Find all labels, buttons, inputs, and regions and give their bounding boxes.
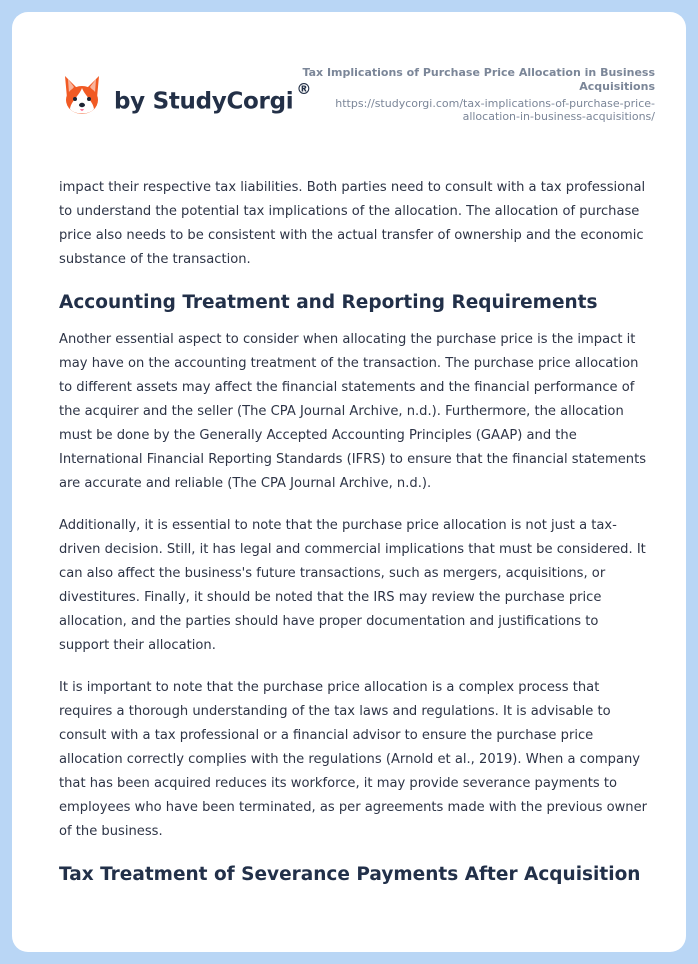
document-title: Tax Implications of Purchase Price Allocation in Business Acquisitions [302,66,655,93]
paragraph-accounting-1: Another essential aspect to consider when allocating the purchase price is the impact it may have on the accounting treatment of the transaction. The purchase price allocation to different assets may affect the financial statements and the financial performance of the acquirer and the seller (The CPA Journal Archive, n.d.). Furthermore, the allocation must be done by the Generally Accepted Accounting Principles (GAAP) and the International Financial Reporting Standards (IFRS) to ensure that the financial statements are accurate and reliable (The CPA Journal Archive, n.d.). [59,332,647,491]
paragraph-accounting-3: It is important to note that the purchase price allocation is a complex process that requires a thorough understanding of the tax laws and regulations. It is advisable to consult with a tax professional or a financial advisor to ensure the purchase price allocation correctly complies with the regulations (Arnold et al., 2019). When a company that has been acquired reduces its workforce, it may provide severance payments to employees who have been terminated, as per agreements made with the previous owner of the business. [59,680,648,839]
document-meta [295,66,655,123]
paragraph-accounting-2: Additionally, it is essential to note that the purchase price allocation is not just a tax-driven decision. Still, it has legal and commercial implications that must be considered. It can also affect the business's future transactions, such as mergers, acquisitions, or divestitures. Finally, it should be noted that the IRS may review the purchase price allocation, and the parties should have proper documentation and justifications to support their allocation. [59,518,646,653]
brand-name: by StudyCorgi ® [114,79,312,115]
article-content [59,176,649,900]
paragraph-intro: impact their respective tax liabilities. Both parties need to consult with a tax professional to understand the potential tax implications of the allocation. The allocation of purchase price also needs to be consistent with the actual transfer of ownership and the economic substance of the transaction. [59,180,646,267]
registered-mark: ® [296,79,312,98]
document-url[interactable]: https://studycorgi.com/tax-implications-of-purchase-price-allocation-in-business-acquisitions/ [335,97,655,123]
heading-severance-payments: Tax Treatment of Severance Payments After Acquisition [59,864,641,885]
corgi-logo-icon [60,74,104,118]
brand-logo[interactable] [60,74,311,118]
document-page [12,12,686,952]
heading-accounting-treatment: Accounting Treatment and Reporting Requirements [59,292,598,313]
page-header [12,12,686,162]
